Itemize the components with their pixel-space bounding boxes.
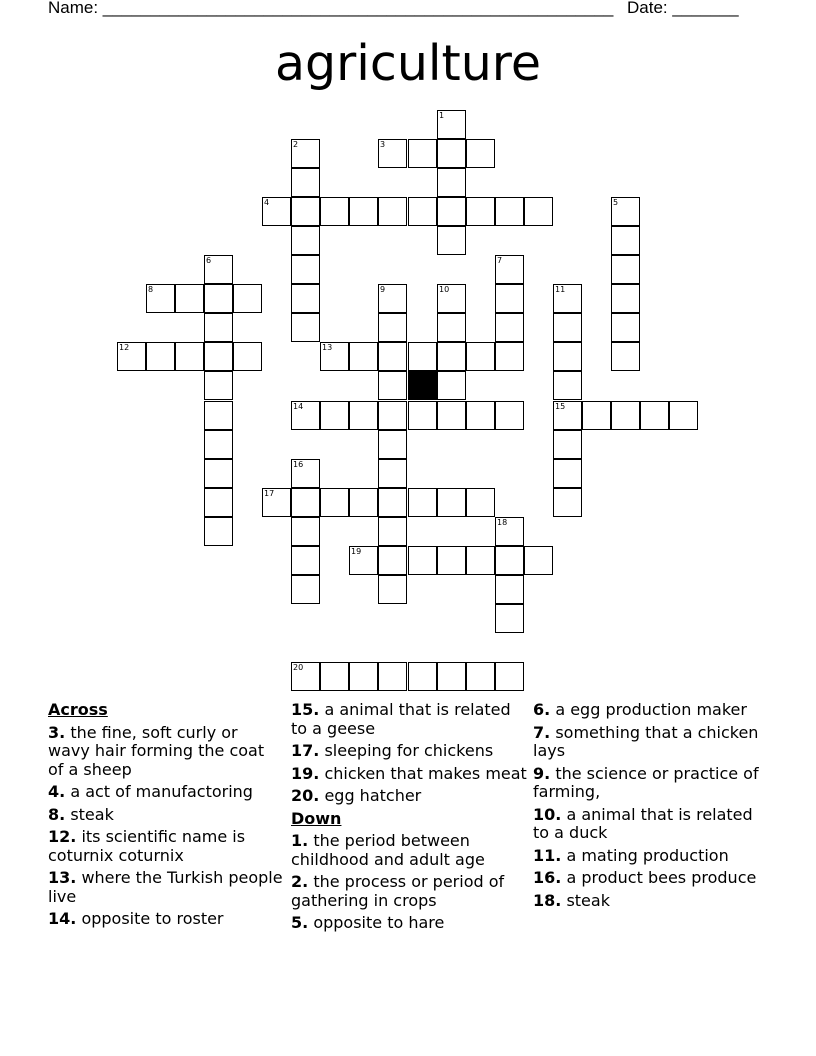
crossword-cell[interactable] <box>437 197 466 226</box>
clue-text: egg hatcher <box>324 786 422 805</box>
crossword-cell[interactable] <box>495 662 524 691</box>
crossword-cell[interactable] <box>291 517 320 546</box>
crossword-cell[interactable] <box>291 168 320 197</box>
crossword-cell[interactable] <box>378 371 407 400</box>
crossword-cell[interactable] <box>495 401 524 430</box>
crossword-cell[interactable] <box>233 284 262 313</box>
crossword-cell-number: 5 <box>613 198 619 207</box>
clue-column-2 <box>291 701 527 937</box>
crossword-cell[interactable] <box>204 284 233 313</box>
clue-down-9 <box>533 765 769 802</box>
crossword-cell-number: 14 <box>293 402 304 411</box>
clue-text: something that a chicken lays <box>533 722 759 760</box>
clue-number: 18. <box>533 890 562 910</box>
crossword-cell[interactable] <box>437 110 466 139</box>
crossword-cell[interactable] <box>291 488 320 517</box>
clue-text: chicken that makes meat <box>324 763 527 783</box>
clue-down-1 <box>291 832 527 869</box>
crossword-cell[interactable] <box>378 197 407 226</box>
crossword-cell-number: 6 <box>206 256 212 265</box>
clue-down-7 <box>533 724 769 761</box>
crossword-cell[interactable] <box>437 139 466 168</box>
crossword-cell[interactable] <box>204 371 233 400</box>
crossword-cell[interactable] <box>553 313 582 342</box>
clue-number: 17. <box>291 741 320 760</box>
crossword-cell[interactable] <box>524 197 553 226</box>
clue-number: 20. <box>291 786 320 805</box>
clue-column-3 <box>533 701 769 914</box>
clue-across-19 <box>291 765 527 784</box>
crossword-cell-number: 12 <box>119 343 130 352</box>
crossword-cell[interactable] <box>291 284 320 313</box>
clue-across-4 <box>48 783 284 802</box>
crossword-cell[interactable] <box>320 488 349 517</box>
crossword-cell-number: 8 <box>148 285 154 294</box>
crossword-cell[interactable] <box>378 546 407 575</box>
crossword-cell[interactable] <box>408 401 437 430</box>
crossword-cell-number: 4 <box>264 198 270 207</box>
crossword-cell[interactable] <box>408 342 437 371</box>
crossword-cell[interactable] <box>437 371 466 400</box>
crossword-cell-number: 1 <box>439 111 445 120</box>
clue-text: the process or period of gathering in crops <box>291 872 505 910</box>
crossword-cell[interactable] <box>204 401 233 430</box>
crossword-cell[interactable] <box>349 488 378 517</box>
crossword-cell[interactable] <box>466 139 495 168</box>
clue-number: 1. <box>291 831 309 850</box>
crossword-cell[interactable] <box>495 255 524 284</box>
crossword-cell[interactable] <box>204 313 233 342</box>
crossword-cell[interactable] <box>291 255 320 284</box>
clue-across-20 <box>291 787 527 806</box>
clue-text: a egg production maker <box>555 700 747 719</box>
crossword-cell[interactable] <box>611 226 640 255</box>
crossword-cell-number: 13 <box>322 343 333 352</box>
clue-down-2 <box>291 873 527 910</box>
clue-text: its scientific name is coturnix coturnix <box>48 827 246 865</box>
crossword-cell[interactable] <box>495 284 524 313</box>
crossword-cell[interactable] <box>291 459 320 488</box>
crossword-cell[interactable] <box>524 546 553 575</box>
crossword-cell[interactable] <box>437 401 466 430</box>
clue-down-5 <box>291 914 527 933</box>
clue-text: where the Turkish people live <box>48 868 283 906</box>
clue-number: 8. <box>48 804 66 824</box>
crossword-cell[interactable] <box>378 430 407 459</box>
crossword-cell-number: 7 <box>497 256 503 265</box>
clue-text: a animal that is related to a duck <box>533 804 753 842</box>
clue-across-15 <box>291 701 527 738</box>
clue-across-8 <box>48 806 284 825</box>
crossword-cell[interactable] <box>349 342 378 371</box>
clue-number: 15. <box>291 700 320 719</box>
crossword-cell[interactable] <box>437 342 466 371</box>
crossword-cell[interactable] <box>320 662 349 691</box>
clue-text: a act of manufactoring <box>70 782 253 801</box>
crossword-cell[interactable] <box>349 401 378 430</box>
crossword-cell[interactable] <box>378 401 407 430</box>
clue-down-10 <box>533 806 769 843</box>
crossword-cell[interactable] <box>291 313 320 342</box>
crossword-cell[interactable] <box>408 546 437 575</box>
crossword-cell[interactable] <box>495 546 524 575</box>
crossword-cell[interactable] <box>291 139 320 168</box>
crossword-cell[interactable] <box>466 197 495 226</box>
clue-text: the period between childhood and adult age <box>291 831 485 869</box>
crossword-cell[interactable] <box>495 197 524 226</box>
crossword-cell[interactable] <box>553 342 582 371</box>
crossword-cell[interactable] <box>320 197 349 226</box>
crossword-cell[interactable] <box>466 662 495 691</box>
clue-number: 13. <box>48 868 77 887</box>
crossword-cell[interactable] <box>408 197 437 226</box>
crossword-cell[interactable] <box>204 459 233 488</box>
name-field-label: Name: ______________________________________________________ <box>48 0 614 17</box>
crossword-cell[interactable] <box>378 488 407 517</box>
clue-text: the fine, soft curly or wavy hair forming the coat of a sheep <box>48 722 265 779</box>
crossword-cell[interactable] <box>204 255 233 284</box>
crossword-cell[interactable] <box>291 226 320 255</box>
crossword-cell[interactable] <box>466 401 495 430</box>
crossword-cell[interactable] <box>291 662 320 691</box>
crossword-cell[interactable] <box>262 197 291 226</box>
clue-number: 4. <box>48 782 66 801</box>
crossword-cell[interactable] <box>408 139 437 168</box>
crossword-cell[interactable] <box>495 517 524 546</box>
crossword-cell[interactable] <box>378 342 407 371</box>
crossword-cell[interactable] <box>466 488 495 517</box>
clue-text: a product bees produce <box>566 868 757 887</box>
crossword-cell[interactable] <box>495 342 524 371</box>
crossword-cell[interactable] <box>611 255 640 284</box>
clue-number: 11. <box>533 845 562 865</box>
crossword-cell[interactable] <box>117 342 146 371</box>
crossword-cell-number: 10 <box>439 285 450 294</box>
crossword-cell-number: 18 <box>497 518 508 527</box>
clue-across-14 <box>48 910 284 929</box>
crossword-cell[interactable] <box>378 313 407 342</box>
clue-text: steak <box>566 890 610 910</box>
down-heading: Down <box>291 808 342 828</box>
crossword-cell-number: 16 <box>293 460 304 469</box>
clue-down-11 <box>533 847 769 866</box>
clue-number: 12. <box>48 827 77 846</box>
crossword-cell[interactable] <box>204 342 233 371</box>
crossword-block-cell <box>408 371 437 400</box>
crossword-cell[interactable] <box>437 313 466 342</box>
clue-text: a animal that is related to a geese <box>291 700 511 738</box>
crossword-cell[interactable] <box>349 662 378 691</box>
crossword-cell[interactable] <box>378 459 407 488</box>
crossword-cell[interactable] <box>466 342 495 371</box>
crossword-cell[interactable] <box>175 284 204 313</box>
crossword-cell[interactable] <box>378 517 407 546</box>
clue-column-1 <box>48 701 284 933</box>
crossword-cell[interactable] <box>611 342 640 371</box>
clue-number: 3. <box>48 722 66 742</box>
crossword-cell[interactable] <box>233 342 262 371</box>
crossword-cell[interactable] <box>437 662 466 691</box>
crossword-cell[interactable] <box>204 430 233 459</box>
crossword-cell[interactable] <box>611 197 640 226</box>
clue-text: opposite to roster <box>81 909 224 928</box>
clue-number: 14. <box>48 909 77 928</box>
crossword-cell[interactable] <box>378 284 407 313</box>
clue-across-12 <box>48 828 284 865</box>
crossword-cell[interactable] <box>320 342 349 371</box>
crossword-cell[interactable] <box>495 604 524 633</box>
crossword-cell-number: 3 <box>380 140 386 149</box>
crossword-cell[interactable] <box>553 488 582 517</box>
clue-number: 19. <box>291 763 320 783</box>
crossword-cell[interactable] <box>204 517 233 546</box>
crossword-cell[interactable] <box>291 546 320 575</box>
crossword-cell[interactable] <box>553 430 582 459</box>
clue-down-16 <box>533 869 769 888</box>
crossword-cell[interactable] <box>495 575 524 604</box>
crossword-cell-number: 20 <box>293 663 304 672</box>
crossword-cell-number: 15 <box>555 402 566 411</box>
clue-down-18 <box>533 892 769 911</box>
clue-across-13 <box>48 869 284 906</box>
clue-number: 6. <box>533 700 551 719</box>
crossword-cell[interactable] <box>349 197 378 226</box>
page-title: agriculture <box>275 35 541 92</box>
crossword-cell[interactable] <box>378 139 407 168</box>
crossword-cell[interactable] <box>437 168 466 197</box>
clue-across-3 <box>48 724 284 780</box>
crossword-cell[interactable] <box>291 575 320 604</box>
crossword-cell[interactable] <box>553 371 582 400</box>
crossword-cell[interactable] <box>204 488 233 517</box>
crossword-cell[interactable] <box>611 284 640 313</box>
crossword-cell[interactable] <box>611 401 640 430</box>
crossword-cell[interactable] <box>611 313 640 342</box>
crossword-cell-number: 11 <box>555 285 566 294</box>
clue-number: 9. <box>533 763 551 783</box>
crossword-cell[interactable] <box>495 313 524 342</box>
clue-number: 5. <box>291 913 309 932</box>
crossword-cell[interactable] <box>291 401 320 430</box>
across-heading: Across <box>48 700 108 719</box>
clue-number: 10. <box>533 804 562 824</box>
crossword-cell[interactable] <box>408 662 437 691</box>
clue-number: 2. <box>291 872 309 891</box>
crossword-cell-number: 2 <box>293 140 299 149</box>
crossword-cell[interactable] <box>437 546 466 575</box>
crossword-cell-number: 19 <box>351 547 362 556</box>
crossword-cell[interactable] <box>466 546 495 575</box>
clue-text: the science or practice of farming, <box>533 763 759 801</box>
crossword-cell[interactable] <box>669 401 698 430</box>
crossword-cell[interactable] <box>146 284 175 313</box>
crossword-cell[interactable] <box>640 401 669 430</box>
clue-across-17 <box>291 742 527 761</box>
date-field-label: Date: _______ <box>627 0 739 17</box>
crossword-cell[interactable] <box>553 284 582 313</box>
crossword-cell-number: 17 <box>264 489 275 498</box>
crossword-cell[interactable] <box>175 342 204 371</box>
clue-text: a mating production <box>566 845 729 865</box>
crossword-cell[interactable] <box>437 284 466 313</box>
crossword-cell[interactable] <box>262 488 291 517</box>
crossword-cell[interactable] <box>349 546 378 575</box>
crossword-cell[interactable] <box>378 575 407 604</box>
clue-text: opposite to hare <box>313 913 445 932</box>
crossword-cell[interactable] <box>553 401 582 430</box>
clue-text: steak <box>70 804 114 824</box>
crossword-cell-number: 9 <box>380 285 386 294</box>
crossword-cell[interactable] <box>291 197 320 226</box>
crossword-cell[interactable] <box>437 226 466 255</box>
clue-number: 16. <box>533 868 562 887</box>
crossword-cell[interactable] <box>378 662 407 691</box>
clue-number: 7. <box>533 722 551 742</box>
crossword-cell[interactable] <box>146 342 175 371</box>
crossword-cell[interactable] <box>437 488 466 517</box>
crossword-cell[interactable] <box>408 488 437 517</box>
crossword-cell[interactable] <box>553 459 582 488</box>
clue-text: sleeping for chickens <box>324 741 494 760</box>
clue-down-6 <box>533 701 769 720</box>
crossword-cell[interactable] <box>582 401 611 430</box>
crossword-cell[interactable] <box>320 401 349 430</box>
